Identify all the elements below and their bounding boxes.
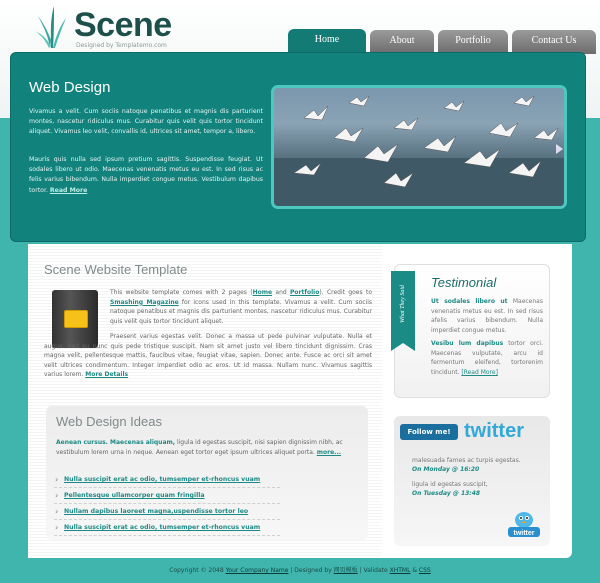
folder-document-icon	[64, 310, 88, 328]
xhtml-link[interactable]: XHTML	[389, 567, 411, 574]
hero-read-more-link[interactable]: Read More	[49, 186, 88, 194]
list-item[interactable]: › Nullam dapibus laoreet magna,uspendisse tortor leo	[54, 504, 280, 520]
tab-contact-us[interactable]: Contact Us	[512, 30, 596, 54]
css-link[interactable]: CSS	[418, 567, 431, 574]
tweet-2: ligula id egestas suscipit, On Tuesday @ 13:48	[412, 481, 488, 498]
footer: Copyright © 2048 Your Company Name | Designed by 网页模板 | Validate XHTML & CSS	[169, 567, 431, 574]
portfolio-link[interactable]: Portfolio	[290, 289, 320, 296]
ribbon-tip	[391, 343, 415, 351]
company-link[interactable]: Your Company Name	[225, 567, 289, 574]
twitter-bird-label: twitter	[513, 530, 535, 537]
ideas-intro: Aenean cursus. Maecenas aliquam, ligula id egestas suscipit, nisi sapien dignissim nibh, ac vestibulum lorem urna in neque. Aenean eget tortor eget ipsum ultrices aliquet porta. more...	[56, 439, 343, 456]
template-body: Praesent varius egestas velit. Donec a massa ut pede pulvinar vulputate. Nulla et augue. Sed eu nunc quis pede tristique suscipit. Nam sit amet justo vel libero tincidunt dignissim. Cras magna velit, pellentesque mattis, faucibus vitae, feugiat vitae, sapien. Donec ante. Fusce ac orci sit amet velit ultrices condimentum. Integer imperdiet odio ac eros. Ut id massa. Nullam nunc. Vivamus sagittis varius lorem. More Details	[44, 333, 372, 379]
list-item[interactable]: › Nulla suscipit erat ac odio, tumsemper et-rhoncus vuam	[54, 472, 280, 488]
template-intro: This website template comes with 2 pages (Home and Portfolio). Credit goes to Smashing Magazine for icons used in this template. Vivamus a velit. Cum sociis natoque penatibus et magnis dis parturient montes, nascetur ridiculus mus. Curabitur quis velit quis tortor tincidunt aliquet.	[110, 289, 372, 325]
testimonial-box	[394, 264, 550, 398]
slider-next-arrow-icon[interactable]	[556, 144, 563, 154]
seagull-flock-image	[274, 88, 564, 206]
site-logo[interactable]	[36, 4, 196, 48]
tab-portfolio[interactable]: Portfolio	[438, 30, 508, 54]
web-design-ideas-box	[46, 406, 368, 540]
list-item[interactable]: › Nulla suscipit erat ac odio, tumsemper et-rhoncus vuam	[54, 520, 280, 536]
hero-title: Web Design	[29, 79, 111, 96]
testimonial-quote-1: Ut sodales libero ut Maecenas venenatis metus eu est. In sed risus afelis varius bibendum. Nulla imperdiet congue metus.	[431, 298, 543, 334]
ideas-more-link[interactable]: more...	[316, 448, 342, 456]
grass-logo-icon	[36, 6, 66, 48]
twitter-box	[394, 416, 550, 546]
main-nav	[288, 30, 600, 54]
site-tagline: Designed by Templatemo.com	[76, 42, 167, 49]
smashing-magazine-link[interactable]: Smashing Magazine	[110, 298, 179, 306]
tweet-1: malesuada fames ac turpis egestas. On Monday @ 16:20	[412, 457, 521, 474]
twitter-logo[interactable]: twitter	[464, 420, 524, 442]
site-title: Scene	[74, 6, 172, 44]
twitter-bird-icon[interactable]	[506, 508, 542, 538]
content-card	[28, 244, 572, 558]
hero-banner	[10, 52, 586, 242]
tab-home[interactable]: Home	[288, 29, 366, 54]
testimonial-heading: Testimonial	[431, 275, 497, 290]
testimonial-read-more-link[interactable]: [Read More]	[461, 368, 498, 376]
home-link[interactable]: Home	[252, 289, 273, 296]
hero-paragraph-2: Mauris quis nulla sed ipsum pretium sagittis. Suspendisse feugiat. Ut sodales libero ut odio. Maecenas venenatis metus eu est. In sed risus ac felis varius bibendum. Nulla imperdiet congue metus. Vestibulum dapibus tortor. Read More	[29, 156, 263, 194]
ribbon-label: What They Said	[400, 285, 406, 323]
follow-me-button[interactable]: Follow me!	[400, 424, 458, 440]
testimonial-quote-2: Vesibu lum dapibus tortor orci. Maecenas vulputate, arcu id fermentum eleifend, tortorenim tincidunt. [Read More]	[431, 340, 543, 376]
ideas-list	[54, 472, 280, 536]
template-heading: Scene Website Template	[44, 262, 188, 277]
ideas-heading: Web Design Ideas	[56, 414, 162, 429]
hero-paragraph-1: Vivamus a velit. Cum sociis natoque penatibus et magnis dis parturient montes, nascetur ridiculus mus. Curabitur quis velit quis tortor tincidunt aliquet. Vivamus leo velit, convallis id, ultrices sit amet, tempor a, libero.	[29, 108, 263, 136]
list-item[interactable]: › Pellentesque ullamcorper quam fringilla	[54, 488, 280, 504]
tab-about[interactable]: About	[370, 30, 434, 54]
seagulls-photo	[271, 85, 567, 209]
more-details-link[interactable]: More Details	[85, 371, 129, 379]
designer-link[interactable]: 网页模板	[333, 567, 358, 574]
